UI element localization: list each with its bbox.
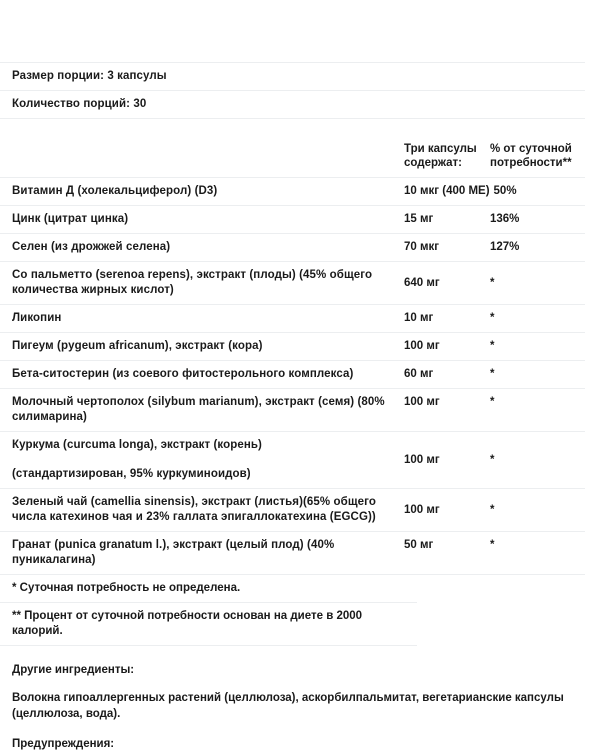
- ingredient-amount: 10 мкг (400 МЕ): [404, 185, 490, 197]
- table-row: [0, 360, 585, 388]
- ingredient-amount: 70 мкг: [404, 241, 440, 253]
- ingredient-amount: 100 мг: [404, 453, 440, 466]
- ingredient-daily-value: 50%: [493, 185, 517, 197]
- serving-size-row: [0, 62, 585, 90]
- ingredient-amount: 10 мг: [404, 312, 434, 324]
- table-row: [0, 261, 585, 304]
- header-dv-column: [490, 132, 585, 176]
- section-spacer: [0, 646, 585, 662]
- table-row: [0, 388, 585, 431]
- ingredient-name: Витамин Д (холекальциферол) (D3): [12, 185, 218, 197]
- table-row: [0, 205, 585, 233]
- table-spacer: [0, 118, 585, 132]
- ingredient-name-line1: Куркума (curcuma longa), экстракт (корень): [12, 439, 262, 451]
- ingredient-amount: 100 мг: [404, 503, 440, 516]
- other-ingredients-section: [0, 662, 585, 722]
- ingredient-daily-value: 136%: [490, 213, 520, 225]
- ingredient-name: Цинк (цитрат цинка): [12, 213, 129, 225]
- supplement-facts-table: [0, 62, 585, 752]
- footnote-daily-value-not-established: * Суточная потребность не определена.: [0, 574, 585, 602]
- other-ingredients-text: Волокна гипоаллергенных растений (целлюлоза), аскорбилпальмитат, вегетарианские капсулы (целлюлоза, вода).: [12, 692, 564, 720]
- warnings-title: Предупреждения:: [12, 738, 115, 750]
- ingredient-amount: 60 мг: [404, 368, 434, 380]
- warnings-section: [0, 736, 585, 752]
- header-dv-line2: потребности**: [490, 157, 572, 169]
- table-row: [0, 332, 585, 360]
- ingredient-amount: 100 мг: [404, 340, 440, 352]
- ingredient-amount: 640 мг: [404, 276, 440, 289]
- ingredient-name: Со пальметто (serenoa repens), экстракт (плоды) (45% общего количества жирных кислот): [12, 269, 373, 296]
- ingredient-name: Ликопин: [12, 312, 62, 324]
- ingredient-amount: 50 мг: [404, 539, 434, 551]
- footnote-calorie-basis: ** Процент от суточной потребности основан на диете в 2000 калорий.: [0, 602, 417, 646]
- servings-per-container-row: [0, 90, 585, 118]
- ingredient-amount: 15 мг: [404, 213, 434, 225]
- ingredient-daily-value: 127%: [490, 241, 520, 253]
- header-amount-line2: содержат:: [404, 157, 462, 169]
- servings-per-container-label: Количество порций: 30: [12, 98, 147, 110]
- header-dv-line1: % от суточной: [490, 143, 572, 155]
- block-spacer: [12, 678, 573, 690]
- ingredient-daily-value: *: [490, 503, 495, 516]
- ingredient-name: Селен (из дрожжей селена): [12, 241, 171, 253]
- ingredient-name: Пигеум (pygeum africanum), экстракт (кора): [12, 340, 263, 352]
- ingredient-daily-value: *: [490, 368, 495, 380]
- table-row: [0, 304, 585, 332]
- ingredient-name: Гранат (punica granatum l.), экстракт (целый плод) (40% пуникалагина): [12, 539, 335, 566]
- table-header-row: [0, 132, 585, 177]
- table-row: [0, 431, 585, 488]
- table-row: [0, 233, 585, 261]
- header-amount-line1: Три капсулы: [404, 143, 477, 155]
- ingredient-daily-value: *: [490, 312, 495, 324]
- other-ingredients-title: Другие ингредиенты:: [12, 664, 135, 676]
- table-row: [0, 488, 585, 531]
- ingredient-name: Зеленый чай (camellia sinensis), экстракт (листья)(65% общего числа катехинов чая и 23% галлата эпигаллокатехина (EGCG)): [12, 496, 377, 523]
- table-row: [0, 531, 585, 574]
- ingredient-name: Молочный чертополох (silybum marianum), экстракт (семя) (80% силимарина): [12, 396, 385, 423]
- ingredient-daily-value: *: [490, 276, 495, 289]
- serving-size-label: Размер порции: 3 капсулы: [12, 70, 167, 82]
- ingredient-name: [0, 432, 404, 488]
- table-row: [0, 177, 585, 205]
- header-name-column: [0, 132, 404, 148]
- ingredient-amount: 100 мг: [404, 396, 440, 408]
- header-amount-column: [404, 132, 490, 176]
- ingredient-daily-value: *: [490, 340, 495, 352]
- ingredient-name-line2: (стандартизирован, 95% куркуминоидов): [12, 468, 251, 480]
- ingredient-daily-value: *: [490, 453, 495, 466]
- ingredient-daily-value: *: [490, 396, 495, 408]
- ingredient-daily-value: *: [490, 539, 495, 551]
- section-spacer: [0, 722, 585, 736]
- ingredient-name: Бета-ситостерин (из соевого фитостерольного комплекса): [12, 368, 354, 380]
